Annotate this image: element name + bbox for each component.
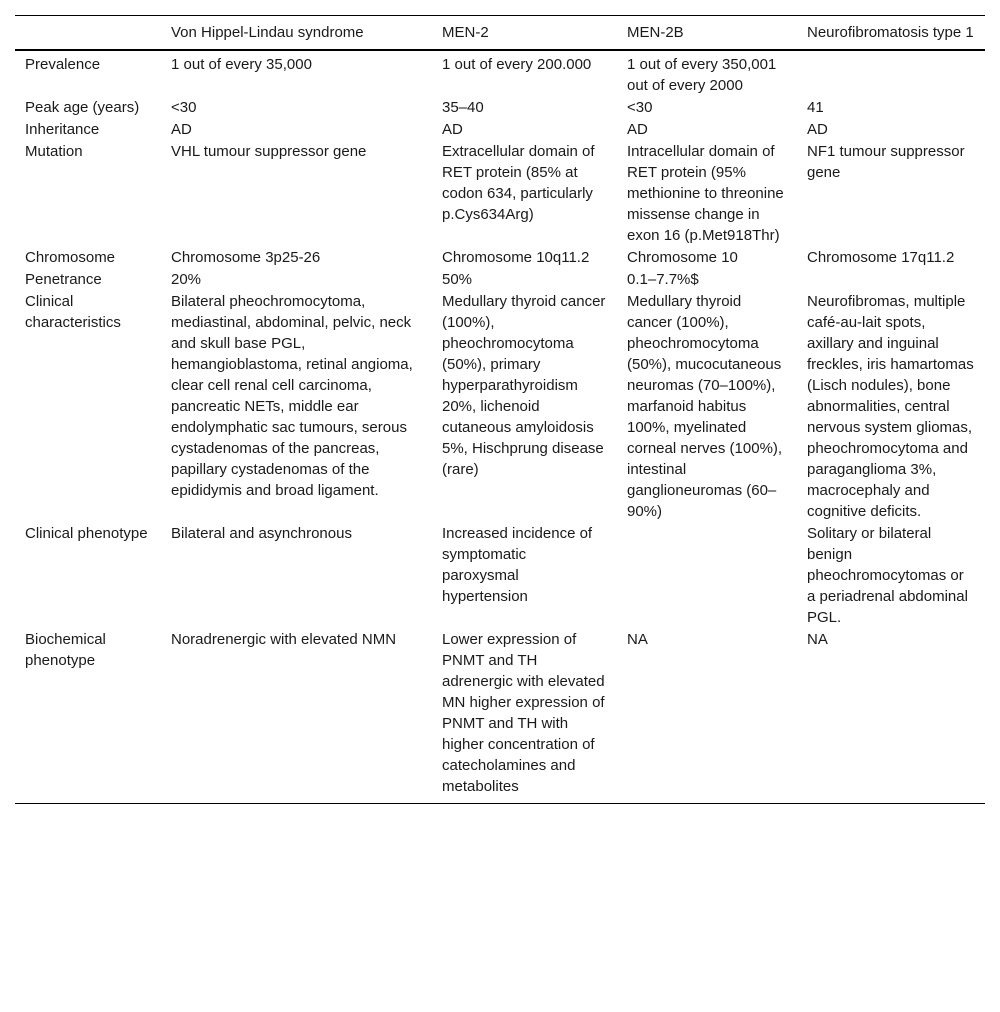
table-cell: Bilateral pheochromocytoma, mediastinal, abdominal, pelvic, neck and skull base PGL, hemangioblastoma, retinal angioma, clear cell renal cell carcinoma, pancreatic NETs, middle ear endolymphatic sac tumours, serous cystadenomas of the pancreas, papillary cystadenomas of the epididymis and broad ligament. — [171, 293, 413, 499]
table-row — [15, 119, 985, 141]
row-label: Penetrance — [25, 271, 102, 288]
table-cell: <30 — [627, 99, 653, 116]
table-row — [15, 247, 985, 269]
table-cell: 0.1–7.7%$ — [627, 271, 699, 288]
table-cell: 20% — [171, 271, 202, 288]
header-cell-nf1: Neurofibromatosis type 1 — [807, 24, 974, 41]
row-label: Mutation — [25, 143, 83, 160]
row-label: Clinical phenotype — [25, 525, 148, 542]
table-cell: Chromosome 3p25-26 — [171, 249, 321, 266]
row-label: Clinical characteristics — [25, 293, 121, 331]
table-cell: 35–40 — [442, 99, 484, 116]
table-cell: Chromosome 17q11.2 — [807, 249, 955, 266]
row-label: Chromosome — [25, 249, 116, 266]
table-cell: AD — [171, 121, 192, 138]
table-cell: VHL tumour suppressor gene — [171, 143, 367, 160]
table-cell: NA — [807, 631, 828, 648]
header-row — [15, 16, 985, 51]
header-cell-empty — [15, 16, 161, 51]
syndrome-comparison-table — [15, 15, 985, 804]
table-cell: Lower expression of PNMT and TH adrenergic with elevated MN higher expression of PNMT and TH with higher concentration of catecholamines and metabolites — [442, 631, 605, 795]
table-cell: AD — [627, 121, 648, 138]
table-cell: Solitary or bilateral benign pheochromocytomas or a periadrenal abdominal PGL. — [807, 525, 968, 626]
table-cell — [617, 523, 797, 629]
table-cell: Noradrenergic with elevated NMN — [171, 631, 397, 648]
table-cell: 50% — [442, 271, 473, 288]
table-row — [15, 141, 985, 247]
table-cell: 1 out of every 35,000 — [171, 56, 312, 73]
table-cell: 1 out of every 350,001 out of every 2000 — [627, 56, 777, 94]
table-cell: AD — [442, 121, 463, 138]
table-row — [15, 523, 985, 629]
table-cell: AD — [807, 121, 828, 138]
table-cell: Intracellular domain of RET protein (95% methionine to threonine missense change in exon 16 (p.Met918Thr) — [627, 143, 784, 244]
row-label: Peak age (years) — [25, 99, 140, 116]
table-cell — [797, 50, 985, 97]
row-label: Prevalence — [25, 56, 101, 73]
table-cell: Medullary thyroid cancer (100%), pheochromocytoma (50%), mucocutaneous neuromas (70–100%), marfanoid habitus 100%, myelinated corneal nerves (100%), intestinal ganglioneuromas (60–90%) — [627, 293, 783, 520]
table-cell: Neurofibromas, multiple café-au-lait spots, axillary and inguinal freckles, iris hamartomas (Lisch nodules), bone abnormalities, central nervous system gliomas, pheochromocytoma and paraganglioma 3%, macrocephaly and cognitive deficits. — [807, 293, 974, 520]
table-cell: NF1 tumour suppressor gene — [807, 143, 965, 181]
table-cell: Bilateral and asynchronous — [171, 525, 352, 542]
row-label: Biochemical phenotype — [25, 631, 106, 669]
row-label: Inheritance — [25, 121, 100, 138]
header-cell-vhl: Von Hippel-Lindau syndrome — [171, 24, 364, 41]
table-cell: Medullary thyroid cancer (100%), pheochromocytoma (50%), primary hyperparathyroidism 20%, lichenoid cutaneous amyloidosis 5%, Hischprung disease (rare) — [442, 293, 606, 478]
header-cell-men2b: MEN-2B — [627, 24, 684, 41]
table-cell: Chromosome 10q11.2 — [442, 249, 590, 266]
table-cell: 41 — [807, 99, 824, 116]
table-row — [15, 629, 985, 804]
table-row — [15, 269, 985, 291]
table-cell: Chromosome 10 — [627, 249, 738, 266]
table-cell — [797, 269, 985, 291]
syndrome-comparison-table-container — [15, 15, 985, 804]
table-cell: 1 out of every 200.000 — [442, 56, 592, 73]
table-cell: Extracellular domain of RET protein (85% at codon 634, particularly p.Cys634Arg) — [442, 143, 595, 223]
table-row — [15, 50, 985, 97]
table-row — [15, 291, 985, 523]
table-cell: NA — [627, 631, 648, 648]
table-cell: Increased incidence of symptomatic paroxysmal hypertension — [442, 525, 593, 605]
header-cell-men2: MEN-2 — [442, 24, 489, 41]
table-row — [15, 97, 985, 119]
table-cell: <30 — [171, 99, 197, 116]
